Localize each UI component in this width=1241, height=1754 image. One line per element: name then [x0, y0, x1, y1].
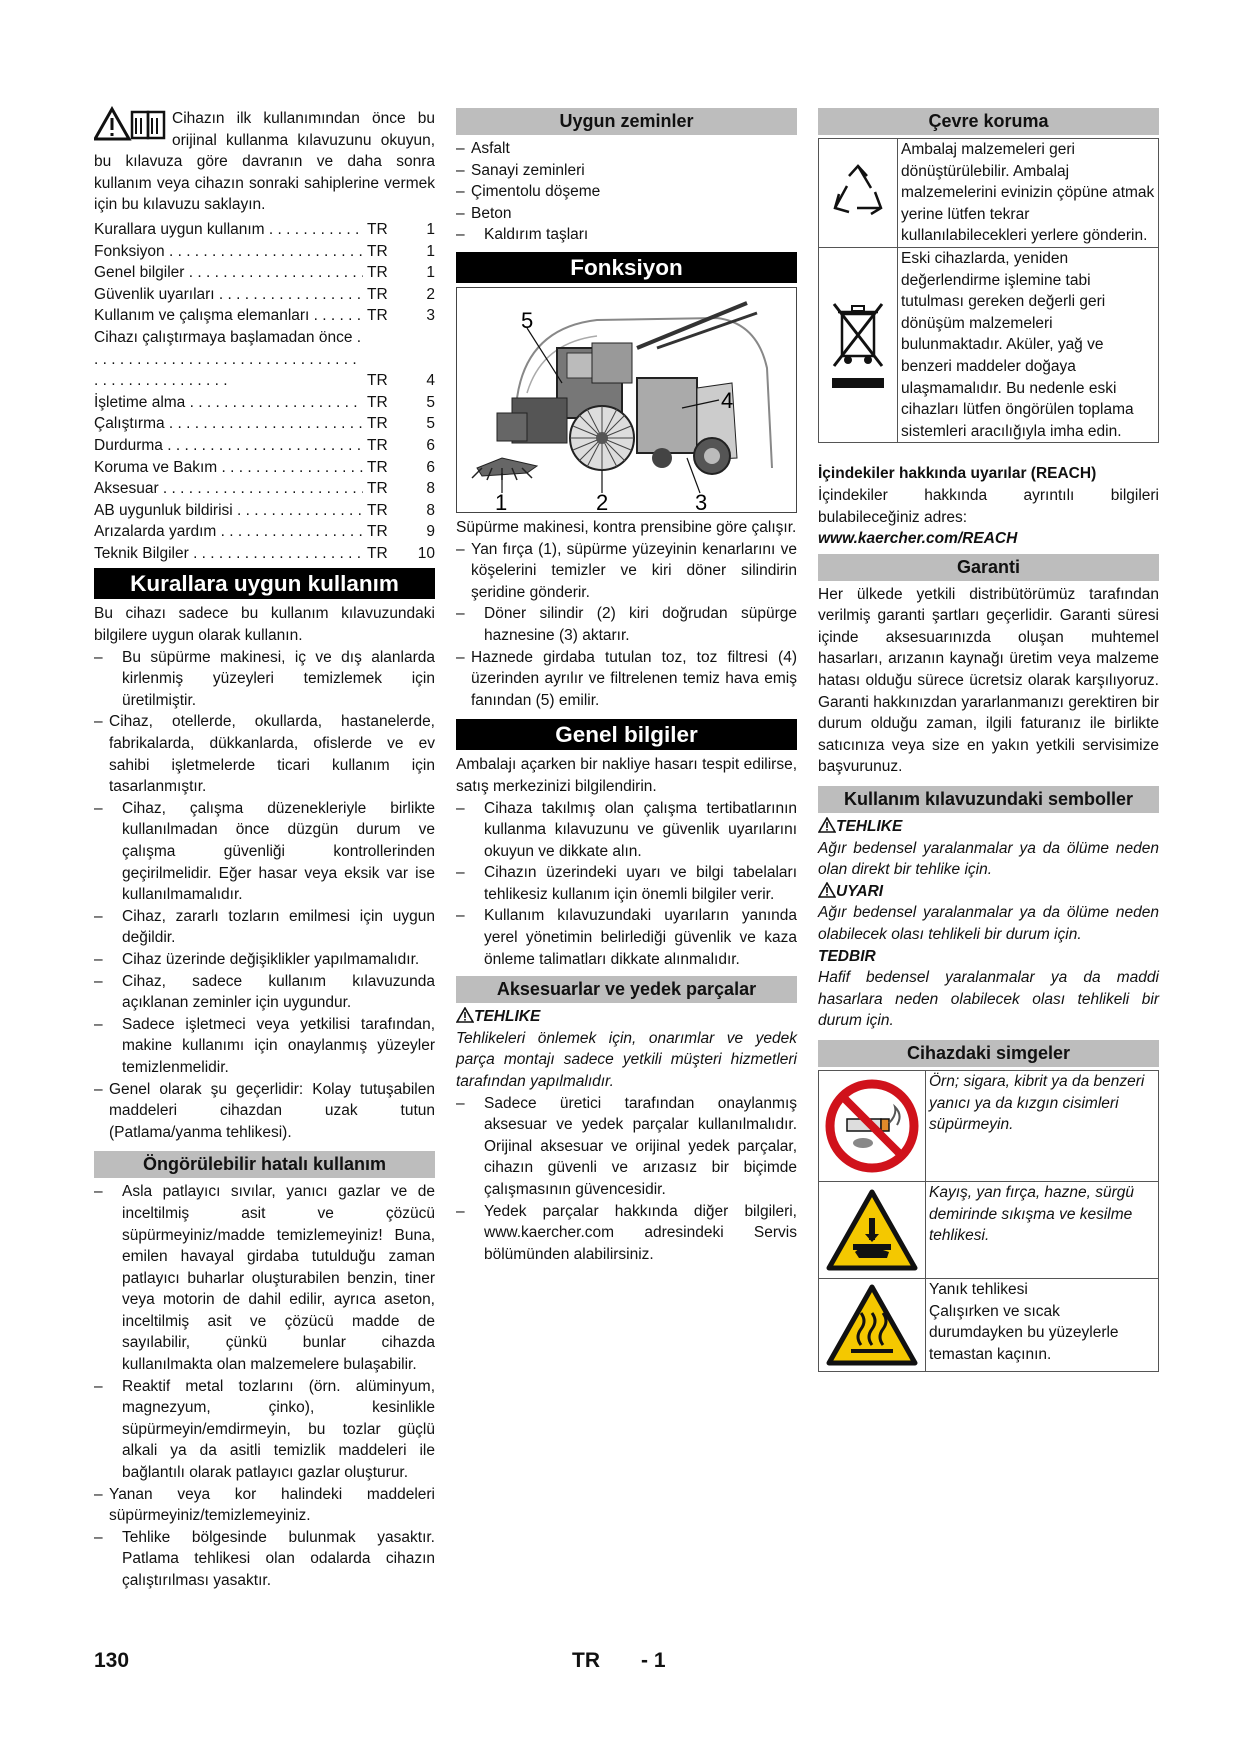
list-item: – Haznede girdaba tutulan toz, toz filtresi (4) üzerinden ayrılır ve filtrelenen temiz hava emiş fanından (5) emilir.	[456, 647, 797, 712]
list-item: – Cihaz, otellerde, okullarda, hastanelerde, fabrikalarda, dükkanlarda, ofislerde ve ev sahibi işletmelerde ticari kullanım için tasarlanmıştır.	[94, 711, 435, 797]
crush-hazard-icon	[819, 1182, 926, 1278]
toc-row[interactable]: İşletime alma . . . TR 5	[94, 392, 435, 414]
genel-list	[456, 798, 797, 971]
crossed-bin-icon	[819, 248, 898, 442]
toc-row[interactable]: Çalıştırma . . . TR 5	[94, 413, 435, 435]
toc-row[interactable]: Cihazı çalıştırmaya başlamadan önce . . . TR 4	[94, 327, 435, 392]
list-item: – Beton	[456, 203, 797, 225]
toc-row[interactable]: Aksesuar . . . TR 8	[94, 478, 435, 500]
column-3	[818, 108, 1159, 1372]
symbol-caution-label: TEDBIR	[818, 947, 876, 965]
symbol-warning-text: Ağır bedensel yaralanmalar ya da ölüme neden olabilecek olası tehlikeli bir durum için.	[818, 904, 1159, 943]
language-code: TR	[572, 1649, 600, 1672]
recycle-icon	[819, 139, 898, 247]
list-item: – Cihaz, zararlı tozların emilmesi için uygun değildir.	[94, 906, 435, 949]
section-heading-ongorulebilir: Öngörülebilir hatalı kullanım	[94, 1151, 435, 1178]
no-burning-text: Örn; sigara, kibrit ya da benzeri yanıcı ya da kızgın cisimleri süpürmeyin.	[929, 1072, 1145, 1134]
intro-block	[94, 108, 435, 216]
fonksiyon-list	[456, 539, 797, 712]
warning-triangle-icon	[456, 1007, 474, 1023]
list-item: – Cihaz, çalışma düzenekleriyle birlikte kullanılmadan önce düzgün durum ve çalışma güvenliği kontrollerinden geçirilmelidir. Eğer hasar veya eksik var ise kullanılmamalıdır.	[94, 798, 435, 906]
list-item: – Yanan veya kor halindeki maddeleri süpürmeyiniz/temizlemeyiniz.	[94, 1484, 435, 1527]
column-2	[456, 108, 797, 1265]
section-heading-simgeler: Cihazdaki simgeler	[818, 1040, 1159, 1067]
disposal-text: Eski cihazlarda, yeniden değerlendirme işlemine tabi tutulması gereken değerli geri dönüşüm malzemeleri bulunmaktadır. Aküler, yağ ve benzeri maddeler doğaya ulaşmamalıdır. Bu nedenle eski cihazları lütfen öngörülen toplama sistemleri aracılığıyla imha edin.	[901, 249, 1134, 440]
sweeper-diagram	[456, 287, 797, 513]
aksesuar-list	[456, 1093, 797, 1266]
list-item: – Asla patlayıcı sıvılar, yanıcı gazlar ve de inceltilmiş asit ve çözücü süpürmeyiniz/madde temizlemeyiniz! Buna, emilen havayal girdaba tutulduğu zaman patlayıcı buharlar oluşturabilen benzin, tiner veya motorin de dahil edilir, ayrıca aseton, inceltilmiş asit ve çözücü madde de sayılabilir, çünkü bunlar cihazda kullanılmakta olan malzemelere bulaşabilir.	[94, 1181, 435, 1375]
reach-text: İçindekiler hakkında ayrıntılı bilgileri bulabileceğiniz adres:	[818, 486, 1159, 526]
list-item: – Asfalt	[456, 138, 797, 160]
list-item: – Yan fırça (1), süpürme yüzeyinin kenarlarını ve köşelerini temizler ve kiri döner silindirin şeridine gönderir.	[456, 539, 797, 604]
table-of-contents	[94, 219, 435, 565]
list-item: – Sadece üretici tarafından onaylanmış aksesuar ve yedek parçalar kullanılmalıdır. Orijinal aksesuar ve orijinal yedek parçalar, cihazın güvenli ve arızasız bir biçimde çalışmasının güvencesidir.	[456, 1093, 797, 1201]
toc-row[interactable]: Durdurma . . . TR 6	[94, 435, 435, 457]
zeminler-list	[456, 138, 797, 246]
table-row	[818, 1182, 1159, 1279]
warning-manual-icon	[94, 106, 168, 142]
table-row	[818, 248, 1159, 443]
section-heading-aksesuar: Aksesuarlar ve yedek parçalar	[456, 976, 797, 1003]
hot-surface-text: Yanık tehlikesi Çalışırken ve sıcak durumdayken bu yüzeylerle temastan kaçının.	[929, 1280, 1119, 1363]
section-heading-fonksiyon: Fonksiyon	[456, 252, 797, 283]
list-item: – Reaktif metal tozlarını (örn. alüminyum, magnezyum, çinko), kesinlikle süpürmeyin/emdirmeyin, bu tozlar güçlü alkali ya da asitli temizlik maddeleri ile bağlantılı olarak patlayıcı gazlar oluşturur.	[94, 1376, 435, 1484]
list-item: – Sanayi zeminleri	[456, 160, 797, 182]
table-row	[818, 1279, 1159, 1372]
section-heading-semboller: Kullanım kılavuzundaki semboller	[818, 786, 1159, 813]
table-row	[818, 1070, 1159, 1182]
symbol-danger-text: Ağır bedensel yaralanmalar ya da ölüme neden olan direkt bir tehlike için.	[818, 839, 1159, 879]
kurallar-intro: Bu cihazı sadece bu kullanım kılavuzundaki bilgilere uygun olarak kullanın.	[94, 605, 435, 645]
recycle-text: Ambalaj malzemeleri geri dönüştürülebilir. Ambalaj malzemelerini evinizin çöpüne atmak yerine lütfen tekrar kullanılabilecekleri yerlere gönderin.	[901, 141, 1155, 245]
warning-triangle-icon	[818, 882, 836, 898]
section-heading-zeminler: Uygun zeminler	[456, 108, 797, 135]
symbol-danger-label: TEHLIKE	[818, 816, 1159, 838]
section-heading-kurallar: Kurallara uygun kullanım	[94, 568, 435, 599]
section-heading-genel: Genel bilgiler	[456, 719, 797, 750]
list-item: – Genel olarak şu geçerlidir: Kolay tutuşabilen maddeleri cihazdan uzak tutun (Patlama/yanma tehlikesi).	[94, 1079, 435, 1144]
column-1	[94, 108, 435, 1592]
toc-row[interactable]: Kullanım ve çalışma elemanları . . . TR 3	[94, 305, 435, 327]
no-burning-materials-icon	[819, 1071, 926, 1181]
list-item: – Tehlike bölgesinde bulunmak yasaktır. Patlama tehlikesi olan odalarda cihazın çalıştırılması yasaktır.	[94, 1527, 435, 1592]
figure-label: 1	[495, 489, 508, 512]
fonksiyon-intro: Süpürme makinesi, kontra prensibine göre çalışır.	[456, 518, 797, 536]
hot-surface-icon	[819, 1279, 926, 1371]
kurallar-list	[94, 647, 435, 1144]
warning-triangle-icon	[818, 817, 836, 833]
toc-row[interactable]: Koruma ve Bakım . . . TR 6	[94, 457, 435, 479]
toc-row[interactable]: Fonksiyon . . . TR 1	[94, 241, 435, 263]
toc-row[interactable]: Kurallara uygun kullanım . . . TR 1	[94, 219, 435, 241]
toc-row[interactable]: Güvenlik uyarıları . . . TR 2	[94, 284, 435, 306]
list-item: – Cihaz üzerinde değişiklikler yapılmamalıdır.	[94, 949, 435, 971]
intro-text: Cihazın ilk kullanımından önce bu orijinal kullanma kılavuzunu okuyun, bu kılavuza göre davranın ve daha sonra kullanım veya cihazın sonraki sahiplerine vermek için bu kılavuzu saklayın.	[94, 110, 435, 214]
section-heading-cevre: Çevre koruma	[818, 108, 1159, 135]
toc-row[interactable]: Arızalarda yardım . . . TR 9	[94, 521, 435, 543]
table-row	[818, 138, 1159, 248]
danger-label: TEHLIKE	[456, 1006, 797, 1028]
list-item: – Sadece işletmeci veya yetkilisi tarafından, makine kullanımı için onaylanmış yüzeyler temizlenmelidir.	[94, 1014, 435, 1079]
environment-table	[818, 138, 1159, 443]
toc-row[interactable]: Teknik Bilgiler . . . TR 10	[94, 543, 435, 565]
figure-label: 3	[695, 489, 708, 512]
list-item: – Kullanım kılavuzundaki uyarıların yanında yerel yönetimin belirlediği güvenlik ve kaza önleme talimatları dikkate alınmalıdır.	[456, 905, 797, 970]
toc-row[interactable]: AB uygunluk bildirisi . . . TR 8	[94, 500, 435, 522]
section-page: - 1	[641, 1649, 666, 1672]
list-item: – Cihaza takılmış olan çalışma tertibatlarının kullanma kılavuzunu ve güvenlik uyarılarını okuyun ve dikkate alın.	[456, 798, 797, 863]
list-item: – Döner silindir (2) kiri doğrudan süpürge haznesine (3) aktarır.	[456, 603, 797, 646]
page-number: 130	[94, 1649, 130, 1672]
symbol-warning-label: UYARI	[818, 881, 1159, 903]
figure-label: 2	[596, 489, 609, 512]
device-symbols-table	[818, 1070, 1159, 1372]
list-item: – Cihaz, sadece kullanım kılavuzunda açıklanan zeminler için uygundur.	[94, 971, 435, 1014]
reach-link[interactable]: www.kaercher.com/REACH	[818, 530, 1018, 548]
list-item: – Çimentolu döşeme	[456, 181, 797, 203]
genel-intro: Ambalajı açarken bir nakliye hasarı tespit edilirse, satış merkezinizi bilgilendirin.	[456, 756, 797, 795]
ongorulebilir-list	[94, 1181, 435, 1591]
symbol-caution-text: Hafif bedensel yaralanmalar ya da maddi hasarlara neden olabilecek olası tehlikeli bir durum için.	[818, 969, 1159, 1030]
list-item: – Cihazın üzerindeki uyarı ve bilgi tabelaları tehlikesiz kullanım için önemli bilgiler verir.	[456, 862, 797, 905]
figure-label: 5	[521, 307, 534, 333]
toc-row[interactable]: Genel bilgiler . . . TR 1	[94, 262, 435, 284]
section-heading-garanti: Garanti	[818, 554, 1159, 581]
garanti-text: Her ülkede yetkili distribütörümüz tarafından verilmiş garanti şartları geçerlidir. Garanti süresi içinde aksesuarınızda oluşan muhtemel hasarları, arızanın kaynağı üretim veya malzeme hatası olduğu sürece ücretsiz olarak karşılıyoruz. Garanti hakkınızdan yararlanmanızı gerektiren bir durum olduğu zaman, ilgili faturanız ile birlikte satıcınıza veya size en yakın yetkili servisimize başvurunuz.	[818, 585, 1159, 776]
list-item: – Kaldırım taşları	[456, 224, 797, 246]
reach-title: İçindekiler hakkında uyarılar (REACH)	[818, 465, 1097, 483]
list-item: – Yedek parçalar hakkında diğer bilgileri, www.kaercher.com adresindeki Servis bölümünden alabilirsiniz.	[456, 1201, 797, 1266]
danger-text: Tehlikeleri önlemek için, onarımlar ve yedek parça montajı sadece yetkili müşteri hizmetleri tarafından yapılmalıdır.	[456, 1029, 797, 1091]
crush-hazard-text: Kayış, yan fırça, hazne, sürgü demirinde sıkışma ve kesilme tehlikesi.	[929, 1183, 1135, 1245]
figure-label: 4	[721, 387, 734, 413]
list-item: – Bu süpürme makinesi, iç ve dış alanlarda kirlenmiş yüzeyleri temizlemek için üretilmiştir.	[94, 647, 435, 712]
